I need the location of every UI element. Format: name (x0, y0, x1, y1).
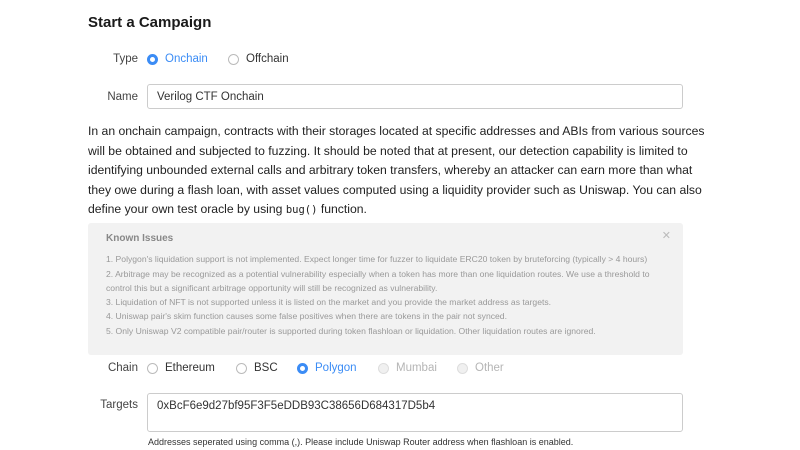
chain-bsc-radio[interactable] (236, 362, 278, 374)
known-issues-title: Known Issues (106, 233, 174, 244)
option-label: Polygon (315, 362, 357, 374)
chain-other-radio (457, 362, 504, 374)
chain-mumbai-radio (378, 362, 437, 374)
known-issues-alert (88, 223, 683, 355)
type-offchain-radio[interactable] (228, 53, 289, 65)
option-label: Mumbai (396, 362, 437, 374)
close-icon[interactable]: ✕ (661, 230, 671, 242)
option-label: Onchain (165, 53, 208, 65)
issue-item: 4. Uniswap pair's skim function causes some false positives when there are tokens in the pair not synced. (106, 311, 507, 322)
radio-icon (147, 363, 158, 374)
option-label: Other (475, 362, 504, 374)
description-suffix: function. (317, 202, 367, 216)
issue-item: 1. Polygon's liquidation support is not implemented. Expect longer time for fuzzer to liquidate ERC20 token by bruteforcing (typically > 4 hours) (106, 254, 648, 265)
radio-checked-icon (147, 54, 158, 65)
radio-checked-icon (297, 363, 308, 374)
description-code: bug() (285, 204, 318, 216)
radio-icon (228, 54, 239, 65)
issue-item: 5. Only Uniswap V2 compatible pair/router is supported during token flashloan or liquidation. Other liquidation routes are ignored. (106, 325, 596, 336)
type-onchain-radio[interactable] (147, 53, 208, 65)
option-label: Ethereum (165, 362, 215, 374)
issue-item: 2. Arbitrage may be recognized as a potential vulnerability especially when a token has more than one liquidation routes. We use a threshold to control this but a significant arbitrage opportunity will still be recognized as vulnerability. (106, 268, 650, 293)
option-label: Offchain (246, 53, 289, 65)
radio-icon (457, 363, 468, 374)
targets-label: Targets (100, 399, 138, 411)
chain-label: Chain (107, 362, 138, 374)
type-label: Type (113, 53, 138, 65)
targets-textarea[interactable]: 0xBcF6e9d27bf95F3F5eDDB93C38656D684317D5b4 (147, 393, 683, 432)
issue-item: 3. Liquidation of NFT is not supported unless it is listed on the market and you provide the market address as targets. (106, 297, 552, 308)
radio-icon (378, 363, 389, 374)
description-text: In an onchain campaign, contracts with their storages located at specific addresses and ABIs from various sources will be obtained and subjected to fuzzing. It should be noted that at present, our detection capability is limited to identifying unbounded external calls and arbitrary token transfers, whereby an attacker can earn more than what they owe during a flash loan, with asset values computed using a liquidity provider such as Uniswap. You can also define your own test oracle by using (88, 124, 705, 216)
name-input[interactable]: Verilog CTF Onchain (147, 84, 683, 109)
page-title: Start a Campaign (88, 14, 212, 31)
radio-icon (236, 363, 247, 374)
chain-ethereum-radio[interactable] (147, 362, 215, 374)
option-label: BSC (254, 362, 278, 374)
campaign-description (88, 122, 708, 221)
targets-help-text: Addresses seperated using comma (,). Please include Uniswap Router address when flashloan is enabled. (148, 437, 574, 447)
chain-polygon-radio[interactable] (297, 362, 357, 374)
name-label: Name (107, 91, 138, 103)
